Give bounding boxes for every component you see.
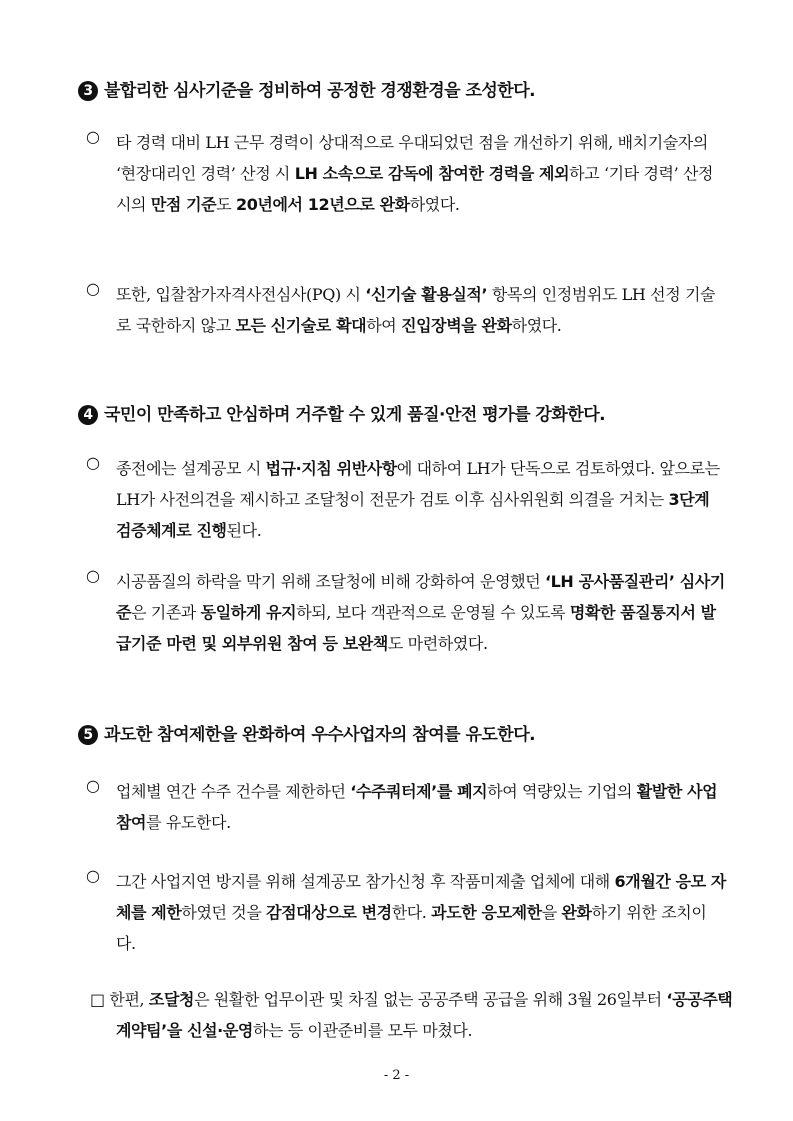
- section-number-5: 5: [78, 725, 98, 745]
- bold-run: 법규·지침 위반사항: [265, 459, 397, 478]
- section-5-title: 과도한 참여제한을 완화하여 우수사업자의 참여를 유도한다.: [104, 725, 536, 745]
- text-run: 하여: [366, 316, 402, 335]
- s4-bullet-2: [86, 566, 726, 659]
- text-run: 그간 사업지연 방지를 위해 설계공모 참가신청 후 작품미제출 업체에 대해: [116, 872, 615, 891]
- text-run: 하였다.: [409, 195, 460, 214]
- text-run: 한다.: [391, 903, 432, 922]
- bold-run: 완화: [561, 903, 592, 922]
- bold-run: LH 소속으로 감독에 참여한 경력을 제외: [294, 164, 570, 183]
- s4-bullet-1: [86, 453, 726, 546]
- text-run: 하였다.: [511, 316, 562, 335]
- text-run: 타 경력 대비 LH 근무 경력이 상대적으로 우대되었던 점을 개선하기 위해, 배치기술자의 ‘현장대리인 경력’ 산정 시: [116, 133, 708, 183]
- bold-run: ‘수주쿼터제’를 폐지: [350, 782, 488, 801]
- text-run: 을: [541, 903, 562, 922]
- text-run: 하였던 것을: [181, 903, 267, 922]
- bold-run: 20년에서 12년으로 완화: [235, 195, 410, 214]
- bold-run: 만점 기준: [150, 195, 217, 214]
- text-run: 도: [216, 195, 236, 214]
- bullet-mark: ○: [86, 279, 100, 298]
- bold-run: 조달청: [148, 990, 195, 1009]
- bold-run: 진입장벽을 완화: [401, 316, 512, 335]
- page-number: - 2 -: [383, 1068, 410, 1083]
- section-3-title: 불합리한 심사기준을 정비하여 공정한 경쟁환경을 조성한다.: [104, 81, 536, 101]
- text-run: 를 유도한다.: [146, 813, 231, 832]
- bullet-text: [116, 866, 726, 959]
- text-run: 하고 ‘기타 경력’ 산정 시의: [116, 164, 714, 214]
- bullet-text: [116, 566, 726, 659]
- bullet-text: [116, 453, 726, 546]
- text-run: 항목의 인정범위도 LH 선정 기술로 국한하지 않고: [116, 285, 716, 335]
- s3-bullet-2: [86, 279, 726, 341]
- bold-run: ‘공공주택계약팀’을 신설·운영: [116, 990, 733, 1040]
- text-run: 에 대하여 LH가 단독으로 검토하였다. 앞으로는 LH가 사전의견을 제시하고 조달청이 전문가 검토 이후 심사위원회 의결을 거치는: [116, 459, 720, 509]
- bullet-mark: ○: [86, 776, 100, 795]
- bold-run: 명확한 품질통지서 발급기준 마련 및 외부위원 참여 등 보완책: [116, 603, 716, 653]
- section-4-title: 국민이 만족하고 안심하며 거주할 수 있게 품질·안전 평가를 강화한다.: [104, 405, 606, 425]
- text-run: 시공품질의 하락을 막기 위해 조달청에 비해 강화하여 운영했던: [116, 572, 545, 591]
- s5-bullet-1: [86, 776, 726, 838]
- section-number-4: 4: [78, 405, 98, 425]
- s5-bullet-2: [86, 866, 726, 959]
- bullet-text: [116, 127, 726, 220]
- text-run: 도 마련하였다.: [387, 634, 488, 653]
- bold-run: 동일하게 유지: [200, 603, 297, 622]
- s3-bullet-1: [86, 127, 726, 220]
- note-mark: □: [90, 990, 105, 1009]
- text-run: 하되, 보다 객관적으로 운영될 수 있도록: [296, 603, 570, 622]
- text-run: 하여 역량있는 기업의: [487, 782, 637, 801]
- section-number-3: 3: [78, 81, 98, 101]
- bullet-text: [116, 776, 726, 838]
- section-5-heading: [78, 720, 738, 745]
- text-run: 한편,: [109, 990, 149, 1009]
- closing-note: [64, 984, 734, 1046]
- bold-run: 과도한 응모제한: [431, 903, 542, 922]
- bullet-mark: ○: [86, 127, 100, 146]
- bold-run: 감점대상으로 변경: [266, 903, 392, 922]
- text-run: 하기 위한 조치이다.: [116, 903, 707, 953]
- bullet-text: [116, 279, 726, 341]
- bold-run: 6개월간 응모 자체를 제한: [116, 872, 726, 922]
- text-run: 종전에는 설계공모 시: [116, 459, 266, 478]
- section-4-heading: [78, 400, 738, 425]
- text-run: 은 원활한 업무이관 및 차질 없는 공공주택 공급을 위해 3월 26일부터: [194, 990, 667, 1009]
- section-3-heading: [78, 76, 738, 101]
- bullet-mark: ○: [86, 866, 100, 885]
- bold-run: 모든 신기술로 확대: [235, 316, 367, 335]
- bold-run: ‘신기술 활용실적’: [365, 285, 488, 304]
- bold-run: 3단계 검증체계로 진행: [116, 490, 710, 540]
- text-run: 된다.: [226, 521, 262, 540]
- bullet-mark: ○: [86, 566, 100, 585]
- bold-run: 활발한 사업 참여: [116, 782, 718, 832]
- bold-run: ‘LH 공사품질관리’ 심사기준: [116, 572, 725, 622]
- text-run: 또한, 입찰참가자격사전심사(PQ) 시: [116, 285, 366, 304]
- note-text: [90, 984, 734, 1046]
- text-run: 하는 등 이관준비를 모두 마쳤다.: [252, 1021, 473, 1040]
- bullet-mark: ○: [86, 453, 100, 472]
- text-run: 은 기존과: [131, 603, 201, 622]
- text-run: 업체별 연간 수주 건수를 제한하던: [116, 782, 351, 801]
